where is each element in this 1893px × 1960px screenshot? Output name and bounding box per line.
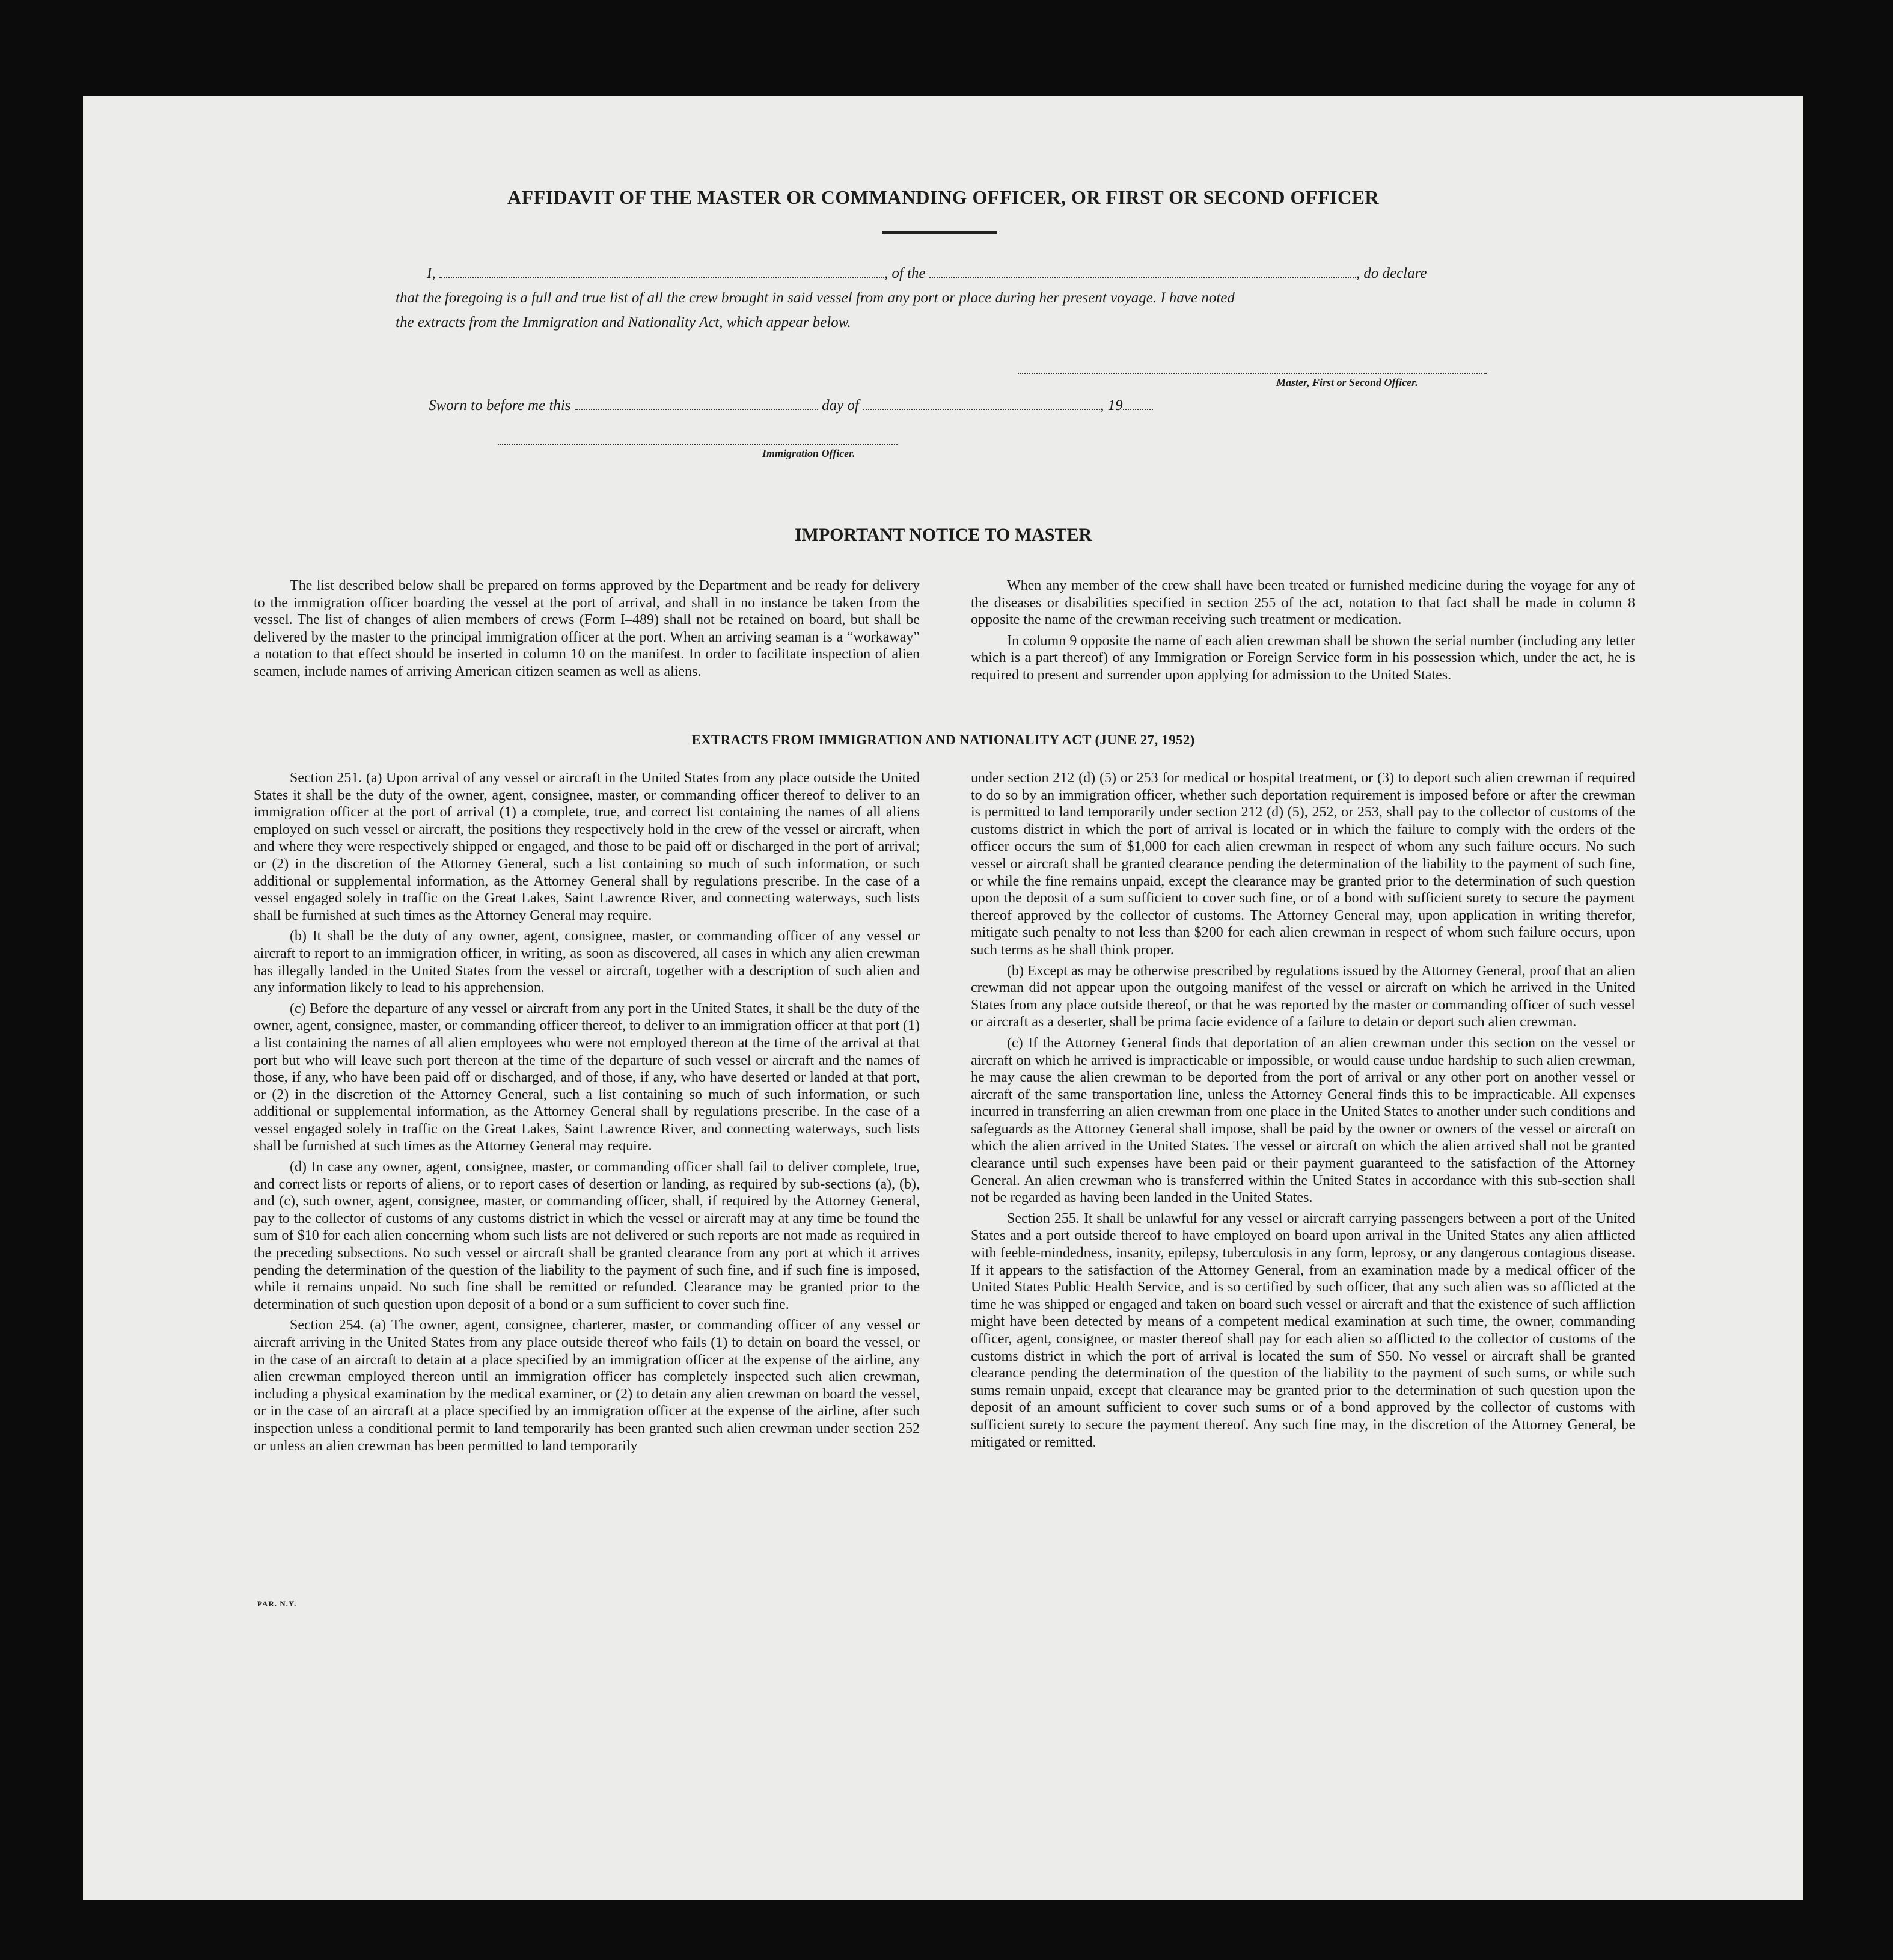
sworn-month-blank[interactable] <box>863 396 1100 410</box>
extract-paragraph: (c) If the Attorney General finds that deportation of an alien crewman under this section on the vessel or aircraft on which he arrived is impracticable or impossible, or would cause undue hardship to such alien crewman, he may cause the alien crewman to be deported from the port of arrival or any other port on another vessel or aircraft of the same transportation line, unless the Attorney General finds this to be impracticable. All expenses incurred in transferring an alien crewman from one place in the United States to another under such conditions and safeguards as the Attorney General shall impose, shall be paid by the owner or owners of the vessel or aircraft on which the alien arrived in the United States. The vessel or aircraft on which the alien arrived shall not be granted clearance until such expenses have been paid or their payment guaranteed to the satisfaction of the Attorney General. An alien crewman who is transferred within the United States in accordance with this sub-section shall not be regarded as having been landed in the United States. <box>971 1035 1635 1206</box>
declaration-text-2: the extracts from the Immigration and Nationality Act, which appear below. <box>396 314 851 331</box>
declaration-text-1: that the foregoing is a full and true list of all the crew brought in said vessel from any port or place during her present voyage. I have noted <box>396 290 1235 306</box>
declaration-fill-line <box>427 263 1427 282</box>
officer-signature-line[interactable] <box>498 444 898 445</box>
master-signature-label: Master, First or Second Officer. <box>1276 376 1418 388</box>
notice-left-column <box>254 577 920 684</box>
extracts-left-column <box>254 770 920 1458</box>
notice-paragraph: The list described below shall be prepared on forms approved by the Department and be ready for delivery to the immigration officer boarding the vessel at the port of arrival, and shall in no instance be taken from the vessel. The list of changes of alien members of crews (Form I–489) shall not be retained on board, but shall be delivered by the master to the principal immigration officer at the port. When an arriving seaman is a “workaway” a notation to that effect should be inserted in column 10 on the manifest. In order to facilitate inspection of alien seamen, include names of arriving American citizen seamen as well as aliens. <box>254 578 920 679</box>
notice-title: IMPORTANT NOTICE TO MASTER <box>794 525 1092 545</box>
day-of-label: day of <box>822 397 859 414</box>
extract-paragraph: Section 251. (a) Upon arrival of any vessel or aircraft in the United States from any place outside the United States it shall be the duty of the owner, agent, consignee, master, or commanding officer thereof to deliver to an immigration officer at the port of arrival (1) a complete, true, and correct list containing the names of all aliens employed on such vessel or aircraft, the positions they respectively hold in the crew of the vessel or aircraft, when and where they were respectively shipped or engaged, and those to be paid off or discharged in the port of arrival; or (2) in the discretion of the Attorney General, such a list containing so much of such information, or such additional or supplemental information, as the Attorney General shall by regulations prescribe. In the case of a vessel engaged solely in traffic on the Great Lakes, Saint Lawrence River, and connecting waterways, such lists shall be furnished at such times as the Attorney General may require. <box>254 770 920 923</box>
sworn-day-blank[interactable] <box>575 396 818 410</box>
extract-paragraph: Section 254. (a) The owner, agent, consignee, charterer, master, or commanding officer of any vessel or aircraft arriving in the United States from any place outside thereof who fails (1) to detain on board the vessel, or in the case of an aircraft to detain at a place specified by an immigration officer at the expense of the airline, any alien crewman employed thereon until an immigration officer has completely inspected such alien crewman, including a physical examination by the medical examiner, or (2) to detain any alien crewman on board the vessel, or in the case of an aircraft at a place specified by an immigration officer at the expense of the airline, after such inspection unless a conditional permit to land temporarily has been granted such alien crewman under section 252 or unless an alien crewman has been permitted to land temporarily <box>254 1317 920 1454</box>
sworn-year-blank[interactable] <box>1123 396 1153 410</box>
notice-right-column <box>971 577 1635 688</box>
name-blank[interactable] <box>439 263 884 278</box>
i-label: I, <box>427 265 436 281</box>
extract-paragraph: (b) Except as may be otherwise prescribed by regulations issued by the Attorney General, proof that an alien crewman did not appear upon the outgoing manifest of the vessel or aircraft on which he arrived in the United States from any place outside thereof, or that he was reported by the master or commanding officer of such vessel or aircraft as a deserter, shall be prima facie evidence of a failure to detain or deport such alien crewman. <box>971 963 1635 1031</box>
document-page <box>83 96 1803 1900</box>
extracts-right-column <box>971 770 1635 1454</box>
affidavit-title: AFFIDAVIT OF THE MASTER OR COMMANDING OFFICER, OR FIRST OR SECOND OFFICER <box>507 186 1379 208</box>
master-signature-line[interactable] <box>1018 373 1487 374</box>
officer-signature-label: Immigration Officer. <box>762 447 855 459</box>
printer-mark: PAR. N.Y. <box>257 1599 297 1608</box>
extracts-title: EXTRACTS FROM IMMIGRATION AND NATIONALITY ACT (JUNE 27, 1952) <box>691 732 1195 747</box>
vessel-blank[interactable] <box>929 263 1356 278</box>
title-rule <box>882 231 997 234</box>
extract-paragraph: under section 212 (d) (5) or 253 for medical or hospital treatment, or (3) to deport such alien crewman if required to do so by an immigration officer, whether such deportation requirement is imposed before or after the crewman is permitted to land temporarily under section 212 (d) (5), 252, or 253, shall pay to the collector of customs of the customs district in which the port of arrival is located or in which the failure to comply with the orders of the officer occurs the sum of $1,000 for each alien crewman in respect of whom any such failure occurs. No such vessel or aircraft shall be granted clearance pending the determination of the liability to the payment of such fine, or while the fine remains unpaid, except the clearance may be granted prior to the determination of such question upon the deposit of a sum sufficient to cover such fine, or of a bond with sufficient surety to secure the payment thereof approved by the collector of customs. The Attorney General may, upon application in writing therefor, mitigate such penalty to not less than $200 for each alien crewman in respect of whom such failure occurs, upon such terms as he shall think proper. <box>971 770 1635 958</box>
do-declare-label: , do declare <box>1356 265 1427 281</box>
of-the-label: , of the <box>884 265 926 281</box>
sworn-line <box>429 396 1153 414</box>
extract-paragraph: Section 255. It shall be unlawful for any vessel or aircraft carrying passengers between a port of the United States and a port outside thereof to have employed on board upon arrival in the United States any alien afflicted with feeble-mindedness, insanity, epilepsy, tuberculosis in any form, leprosy, or any dangerous contagious disease. If it appears to the satisfaction of the Attorney General, from an examination made by a medical officer of the United States Public Health Service, and is so certified by such officer, that any such alien was so afflicted at the time he was shipped or engaged and taken on board such vessel or aircraft and that the existence of such affliction might have been detected by means of a competent medical examination at such time, the owner, commanding officer, agent, consignee, or master thereof shall pay for each alien so afflicted to the collector of customs of the customs district in which the port of arrival is located the sum of $50. No vessel or aircraft shall be granted clearance pending the determination of the question of the liability to the payment of such sums, or while such sums remain unpaid, except that clearance may be granted prior to the determination of such question upon the deposit of an amount sufficient to cover such sums or of a bond approved by the collector of customs with sufficient surety to secure the payment thereof. Any such fine may, in the discretion of the Attorney General, be mitigated or remitted. <box>971 1210 1635 1450</box>
notice-paragraph: In column 9 opposite the name of each alien crewman shall be shown the serial number (including any letter which is a part thereof) of any Immigration or Foreign Service form in his possession which, under the act, he is required to present and surrender upon applying for admission to the United States. <box>971 632 1635 683</box>
extract-paragraph: (c) Before the departure of any vessel or aircraft from any port in the United States, it shall be the duty of the owner, agent, consignee, master, or commanding officer thereof, to deliver to an immigration officer at that port (1) a list containing the names of all alien employees who were not employed thereon at the time of the arrival at that port but who will leave such port thereon at the time of the departure of such vessel or aircraft and the names of those, if any, who have been paid off or discharged, and of those, if any, who have deserted or landed at that port, or (2) in the discretion of the Attorney General, such a list containing so much of such information, or such additional or supplemental information, as the Attorney General shall by regulations prescribe. In the case of a vessel engaged solely in traffic on the Great Lakes, Saint Lawrence River, and connecting waterways, such lists shall be furnished at such times as the Attorney General may require. <box>254 1000 920 1154</box>
sworn-label: Sworn to before me this <box>429 397 571 414</box>
extract-paragraph: (d) In case any owner, agent, consignee, master, or commanding officer shall fail to deliver complete, true, and correct lists or reports of aliens, or to report cases of desertion or landing, as required by sub-sections (a), (b), and (c), such owner, agent, consignee, master, or commanding officer, shall, if required by the Attorney General, pay to the collector of customs of any customs district in which the vessel or aircraft may at any time be found the sum of $10 for each alien concerning whom such lists are not delivered or such reports are not made as required in the preceding subsections. No such vessel or aircraft shall be granted clearance from any port at which it arrives pending the determination of the question of the liability to the payment of such fine, and if such fine is imposed, while it remains unpaid. No such fine shall be remitted or refunded. Clearance may be granted prior to the determination of such question upon deposit of a bond or a sum sufficient to cover such fine. <box>254 1159 920 1312</box>
year-prefix: , 19 <box>1100 397 1123 414</box>
extract-paragraph: (b) It shall be the duty of any owner, agent, consignee, master, or commanding officer of any vessel or aircraft to report to an immigration officer, in writing, as soon as discovered, all cases in which any alien crewman has illegally landed in the United States from the vessel or aircraft, together with a description of such alien and any information likely to lead to his apprehension. <box>254 928 920 996</box>
notice-paragraph: When any member of the crew shall have been treated or furnished medicine during the voyage for any of the diseases or disabilities specified in section 255 of the act, notation to that fact shall be made in column 8 opposite the name of the crewman receiving such treatment or medication. <box>971 578 1635 628</box>
